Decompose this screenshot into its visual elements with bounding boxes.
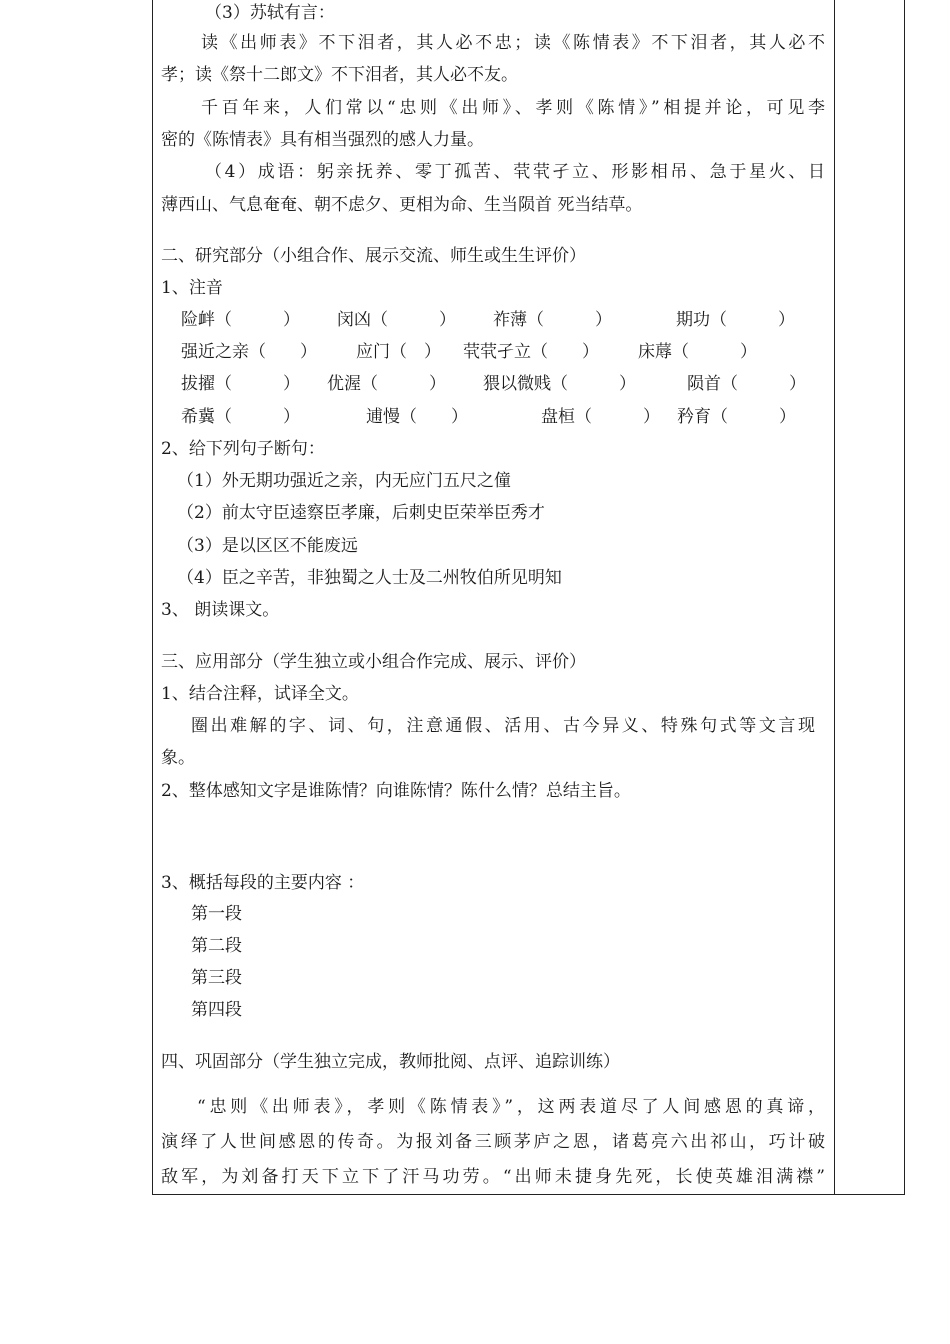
paragraph-label: 第二段 <box>191 936 242 956</box>
sentence-item: （3）是以区区不能废远 <box>177 536 358 556</box>
essay-line: “忠则《出师表》，孝则《陈情表》”，这两表道尽了人间感恩的真谛， <box>197 1097 825 1117</box>
section-two-title: 二、研究部分（小组合作、展示交流、师生或生生评价） <box>161 246 586 266</box>
sentence-item: （2）前太守臣逵察臣孝廉，后刺史臣荣举臣秀才 <box>177 503 545 523</box>
table-bottom-border <box>152 1194 905 1195</box>
phonetic-row <box>161 373 829 395</box>
quote-line: 读《出师表》不下泪者，其人必不忠；读《陈情表》不下泪者，其人必不 <box>201 33 825 53</box>
table-left-border <box>152 0 153 1195</box>
sentence-item: （1）外无期功强近之亲，内无应门五尺之僮 <box>177 471 511 491</box>
paragraph-label: 第一段 <box>191 904 242 924</box>
essay-line: 演绎了人世间感恩的传奇。为报刘备三顾茅庐之恩，诸葛亮六出祁山，巧计破 <box>161 1132 825 1152</box>
paragraph-line: 千百年来，人们常以“忠则《出师》、孝则《陈情》”相提并论，可见李 <box>201 98 825 118</box>
sentence-item: （4）臣之辛苦，非独蜀之人士及二州牧伯所见明知 <box>177 568 562 588</box>
subheading: 3、 朗读课文。 <box>161 600 280 620</box>
phonetic-row <box>161 341 829 363</box>
quote-line: 孝；读《祭十二郎文》不下泪者，其人必不友。 <box>161 65 518 85</box>
idioms-line: （4）成语：躬亲抚养、零丁孤苦、茕茕孑立、形影相吊、急于星火、日 <box>205 162 825 182</box>
table-right-border <box>904 0 905 1195</box>
essay-line: 敌军，为刘备打天下立下了汗马功劳。“出师未捷身先死，长使英雄泪满襟” <box>161 1167 825 1187</box>
phonetic-item: 强近之亲（ ） <box>181 342 317 362</box>
phonetic-item: 险衅（ ） <box>181 310 300 330</box>
quote-heading: （3）苏轼有言： <box>205 3 335 23</box>
section-four-title: 四、巩固部分（学生独立完成，教师批阅、点评、追踪训练） <box>161 1052 620 1072</box>
phonetic-item: 盘桓（ ） <box>541 407 660 427</box>
phonetic-item: 茕茕孑立（ ） <box>463 342 599 362</box>
paragraph-label: 第三段 <box>191 968 242 988</box>
subheading: 2、给下列句子断句： <box>161 439 325 459</box>
phonetic-item: 陨首（ ） <box>687 374 806 394</box>
instruction-line: 象。 <box>161 748 195 768</box>
phonetic-item: 优渥（ ） <box>327 374 446 394</box>
phonetic-item: 希冀（ ） <box>181 407 300 427</box>
section-three-title: 三、应用部分（学生独立或小组合作完成、展示、评价） <box>161 652 586 672</box>
phonetic-item: 应门（ ） <box>356 342 441 362</box>
phonetic-item: 床蓐（ ） <box>638 342 757 362</box>
subheading: 3、概括每段的主要内容 ： <box>161 873 365 893</box>
paragraph-line: 密的《陈情表》具有相当强烈的感人力量。 <box>161 130 484 150</box>
phonetic-item: 矜育（ ） <box>677 407 796 427</box>
phonetic-item: 猥以微贱（ ） <box>483 374 636 394</box>
subheading: 2、整体感知文字是谁陈情？向谁陈情？陈什么情？总结主旨。 <box>161 781 631 801</box>
idioms-line: 薄西山、气息奄奄、朝不虑夕、更相为命、生当陨首 死当结草。 <box>161 195 643 215</box>
subheading: 1、注音 <box>161 278 223 298</box>
phonetic-item: 逋慢（ ） <box>366 407 468 427</box>
paragraph-label: 第四段 <box>191 1000 242 1020</box>
phonetic-item: 祚薄（ ） <box>493 310 612 330</box>
table-column-divider <box>834 0 835 1195</box>
subheading: 1、结合注释，试译全文。 <box>161 684 359 704</box>
phonetic-row <box>161 406 829 428</box>
phonetic-item: 期功（ ） <box>676 310 795 330</box>
phonetic-item: 拔擢（ ） <box>181 374 300 394</box>
instruction-line: 圈出难解的字、词、句，注意通假、活用、古今异义、特殊句式等文言现 <box>191 716 815 736</box>
phonetic-row <box>161 309 829 331</box>
phonetic-item: 闵凶（ ） <box>337 310 456 330</box>
